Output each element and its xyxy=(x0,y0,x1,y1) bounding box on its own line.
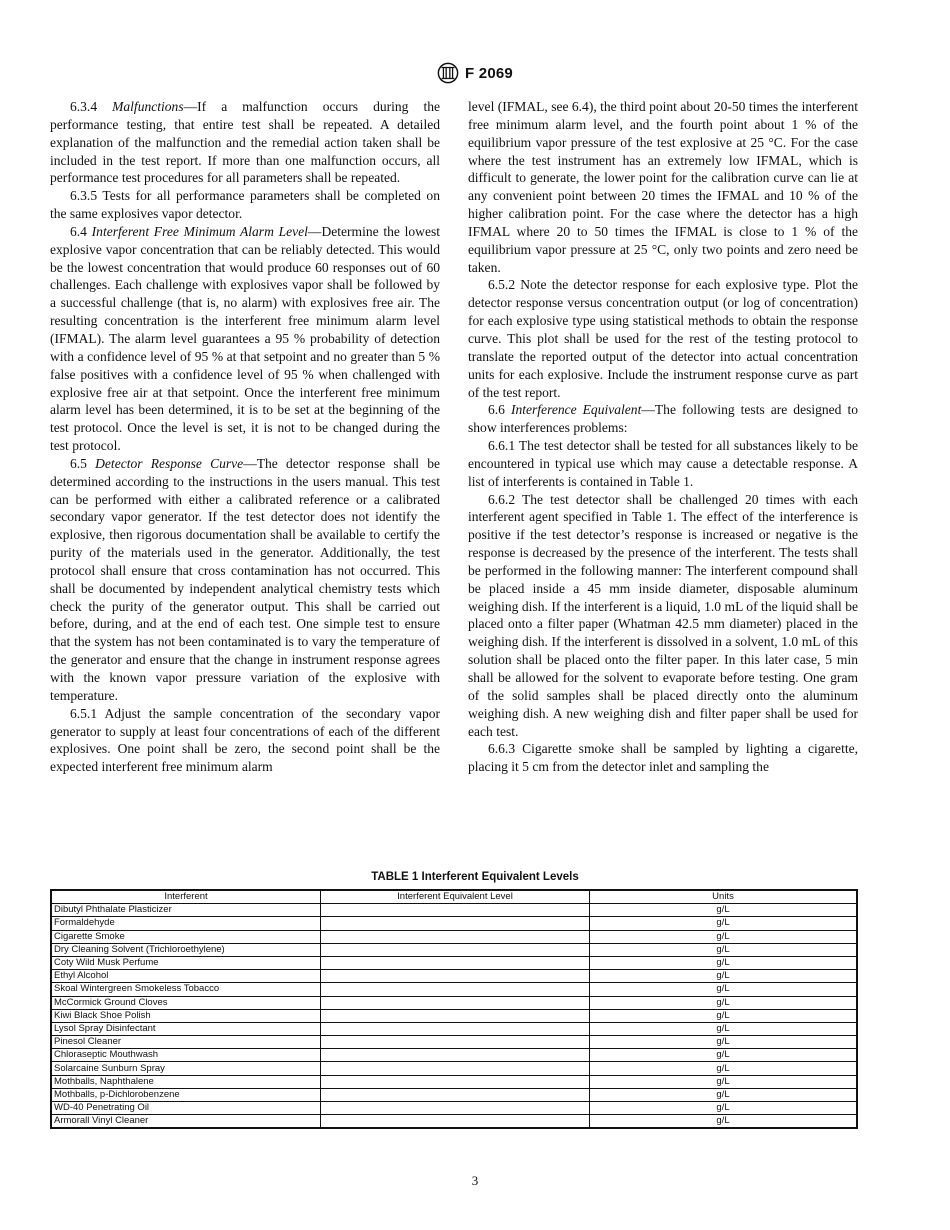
section-number: 6.6.1 xyxy=(488,438,516,454)
section-paragraph xyxy=(468,491,858,741)
section-body: If a malfunction occurs during the performance testing, that entire test shall be repeated. A detailed explanation of the malfunction and the remedial action taken shall be included in the test report. If more than one malfunction occurs, all performance test procedures for all parameters shall be repeated. xyxy=(50,99,440,186)
interferent-cell: Dibutyl Phthalate Plasticizer xyxy=(51,904,321,917)
units-cell: g/L xyxy=(590,1009,858,1022)
section-body: The following tests are designed to show interferences problems: xyxy=(468,402,858,436)
column-header-units: Units xyxy=(590,890,858,904)
table-row xyxy=(51,1062,857,1075)
table-title: TABLE 1 Interferent Equivalent Levels xyxy=(371,871,579,883)
table-row xyxy=(51,1022,857,1035)
units-cell: g/L xyxy=(590,930,858,943)
section-paragraph xyxy=(468,276,858,401)
section-number: 6.5.2 xyxy=(488,277,516,293)
section-title: Malfunctions xyxy=(112,99,184,114)
table-row xyxy=(51,1088,857,1101)
table-row xyxy=(51,1115,857,1129)
section-title: Interferent Free Minimum Alarm Level xyxy=(91,223,308,239)
units-cell: g/L xyxy=(590,970,858,983)
units-cell: g/L xyxy=(590,1075,858,1088)
table-row xyxy=(51,1009,857,1022)
interferent-cell: Ethyl Alcohol xyxy=(51,970,321,983)
page-number: 3 xyxy=(471,1173,479,1188)
table-row xyxy=(51,970,857,983)
section-body: The detector response shall be determined according to the instructions in the users manual. This test can be performed with either a calibrated reference or a calibrated secondary vapor generator. If the test detector does not identify the explosive, then rigorous documentation shall be available to certify the purity of the materials used in the generator. Additionally, the test protocol shall ensure that cross contamination has not occurred. This shall be documented by independent analytical chemistry tests which check the purity of the generator output. This shall be carried out before, during, and at the end of each test. One simple test to ensure that the system has not been contaminated is to vary the temperature of the generator and ensure that the change in instrument response agrees with the known vapor pressure variation of the explosive with temperature. xyxy=(50,455,440,703)
level-cell xyxy=(321,930,590,943)
column-header-level: Interferent Equivalent Level xyxy=(321,890,590,904)
table-row xyxy=(51,956,857,969)
table-row xyxy=(51,1036,857,1049)
units-cell: g/L xyxy=(590,904,858,917)
table-row xyxy=(51,983,857,996)
table-header-row xyxy=(51,890,857,904)
section-paragraph xyxy=(468,740,858,776)
section-body: Determine the lowest explosive vapor concentration that can be reliably detected. This would be the lowest concentration that would produce 60 responses out of 60 challenges. Each challenge with explosives vapor shall be followed by a successful challenge (that is, no alarm) with explosives free air. The resulting concentration is the interferent free minimum alarm level (IFMAL). The alarm level guarantees a 95 % probability of detection with a confidence level of 95 % at that setpoint and no greater than 5 % false positives with a confidence level of 95 % when challenged with explosive free air at that setpoint. Once the interferent free minimum alarm level has been determined, it is to be set at the beginning of the test protocol. Once the level is set, it is not to be changed during the test protocol. xyxy=(50,223,440,454)
astm-logo-icon xyxy=(437,62,459,84)
units-cell: g/L xyxy=(590,983,858,996)
title-separator: — xyxy=(243,455,257,471)
interferent-table xyxy=(50,889,858,1129)
title-separator: — xyxy=(641,402,655,418)
table-row xyxy=(51,1075,857,1088)
section-paragraph xyxy=(468,401,858,437)
section-number: 6.4 xyxy=(70,223,87,239)
section-paragraph xyxy=(50,455,440,705)
units-cell: g/L xyxy=(590,943,858,956)
column-header-interferent: Interferent xyxy=(51,890,321,904)
interferent-cell: Kiwi Black Shoe Polish xyxy=(51,1009,321,1022)
section-number: 6.3.4 xyxy=(70,99,98,114)
level-cell xyxy=(321,1102,590,1115)
section-paragraph xyxy=(50,187,440,223)
table-row xyxy=(51,1049,857,1062)
section-body: Cigarette smoke shall be sampled by lighting a cigarette, placing it 5 cm from the detector inlet and sampling the xyxy=(468,741,858,775)
table-row xyxy=(51,1102,857,1115)
level-cell xyxy=(321,956,590,969)
units-cell: g/L xyxy=(590,917,858,930)
units-cell: g/L xyxy=(590,1102,858,1115)
units-cell: g/L xyxy=(590,1062,858,1075)
section-number: 6.6 xyxy=(488,402,505,418)
interferent-cell: Solarcaine Sunburn Spray xyxy=(51,1062,321,1075)
section-paragraph xyxy=(468,437,858,491)
units-cell: g/L xyxy=(590,1022,858,1035)
table-row xyxy=(51,904,857,917)
section-number: 6.6.3 xyxy=(488,741,516,757)
level-cell xyxy=(321,970,590,983)
interferent-cell: WD-40 Penetrating Oil xyxy=(51,1102,321,1115)
units-cell: g/L xyxy=(590,1036,858,1049)
table-row xyxy=(51,943,857,956)
continued-paragraph: level (IFMAL, see 6.4), the third point about 20-50 times the interferent free minimum alarm level, and the fourth point about 1 % of the equilibrium vapor pressure of the test explosive at 25 °C. For the case where the test instrument has an extremely low IFMAL, which is difficult to generate, the lower point for the calibration curve can lie at any convenient point between 20 times the IFMAL and 10 % of the higher calibration point. For the case where the detector has a high IFMAL where 20 to 50 times the IFMAL is close to 1 % of the equilibrium vapor pressure at 25 °C, only two points and zero need be taken. xyxy=(468,99,858,275)
section-body: The test detector shall be challenged 20 times with each interferent agent specified in Table 1. The effect of the interference is positive if the test detector’s response is increased or negative is the response is decreased by the presence of the interferent. The tests shall be performed in the following manner: The interferent compound shall be placed inside a 45 mm inside diameter, disposable aluminum weighing dish. If the interferent is a liquid, 1.0 mL of the liquid shall be placed onto a filter paper (Whatman 42.5 mm diameter) placed in the weighing dish. If the interferent is dissolved in a solvent, 1.0 mL of this solution shall be placed onto the filter paper. In this later case, 5 min shall be allowed for the solvent to evaporate before testing. One gram of the solid samples shall be placed directly onto the aluminum weighing dish. A new weighing dish and filter paper shall be used for each test. xyxy=(468,491,858,739)
units-cell: g/L xyxy=(590,956,858,969)
level-cell xyxy=(321,904,590,917)
interferent-cell: Formaldehyde xyxy=(51,917,321,930)
standard-designation: F 2069 xyxy=(465,64,513,82)
interferent-cell: Chloraseptic Mouthwash xyxy=(51,1049,321,1062)
level-cell xyxy=(321,1049,590,1062)
section-title: Interference Equivalent xyxy=(510,402,642,418)
interferent-cell: Mothballs, p-Dichlorobenzene xyxy=(51,1088,321,1101)
table-row xyxy=(51,930,857,943)
level-cell xyxy=(321,917,590,930)
section-number: 6.6.2 xyxy=(488,491,516,507)
level-cell xyxy=(321,1009,590,1022)
level-cell xyxy=(321,996,590,1009)
section-paragraph xyxy=(50,223,440,455)
interferent-cell: Armorall Vinyl Cleaner xyxy=(51,1115,321,1129)
level-cell xyxy=(321,943,590,956)
units-cell: g/L xyxy=(590,996,858,1009)
title-separator: — xyxy=(307,223,322,239)
section-paragraph xyxy=(50,98,440,187)
table-row xyxy=(51,917,857,930)
left-text-column xyxy=(50,98,440,776)
section-number: 6.5 xyxy=(70,455,87,471)
table-row xyxy=(51,996,857,1009)
title-separator: — xyxy=(183,99,198,114)
interferent-cell: Lysol Spray Disinfectant xyxy=(51,1022,321,1035)
interferent-cell: McCormick Ground Cloves xyxy=(51,996,321,1009)
level-cell xyxy=(321,1036,590,1049)
interferent-cell: Skoal Wintergreen Smokeless Tobacco xyxy=(51,983,321,996)
interferent-cell: Dry Cleaning Solvent (Trichloroethylene) xyxy=(51,943,321,956)
level-cell xyxy=(321,1022,590,1035)
units-cell: g/L xyxy=(590,1115,858,1129)
level-cell xyxy=(321,1062,590,1075)
section-body: Adjust the sample concentration of the secondary vapor generator to supply at least four concentrations of each of the different explosives. One point shall be zero, the second point shall be the expected interferent free minimum alarm xyxy=(50,705,441,775)
section-body: Note the detector response for each explosive type. Plot the detector response versus concentration output (or log of concentration) for each explosive type using statistical methods to obtain the response curve. This plot shall be used for the rest of the testing protocol to translate the reported output of the detector into actual concentration units for each explosive. Include the instrument response curve as part of the test report. xyxy=(468,277,858,400)
interferent-cell: Cigarette Smoke xyxy=(51,930,321,943)
level-cell xyxy=(321,1088,590,1101)
interferent-cell: Pinesol Cleaner xyxy=(51,1036,321,1049)
units-cell: g/L xyxy=(590,1088,858,1101)
section-number: 6.5.1 xyxy=(70,705,98,721)
level-cell xyxy=(321,1115,590,1129)
section-number: 6.3.5 xyxy=(70,188,98,204)
right-text-column xyxy=(468,98,858,776)
section-body: The test detector shall be tested for all substances likely to be encountered in typical use which may cause a detectable response. A list of interferents is contained in Table 1. xyxy=(468,438,858,489)
section-paragraph xyxy=(50,705,440,776)
interferent-cell: Coty Wild Musk Perfume xyxy=(51,956,321,969)
section-title: Detector Response Curve xyxy=(95,455,244,471)
interferent-cell: Mothballs, Naphthalene xyxy=(51,1075,321,1088)
section-body: Tests for all performance parameters shall be completed on the same explosives vapor detector. xyxy=(50,188,440,222)
level-cell xyxy=(321,983,590,996)
level-cell xyxy=(321,1075,590,1088)
page-header xyxy=(0,62,950,89)
units-cell: g/L xyxy=(590,1049,858,1062)
